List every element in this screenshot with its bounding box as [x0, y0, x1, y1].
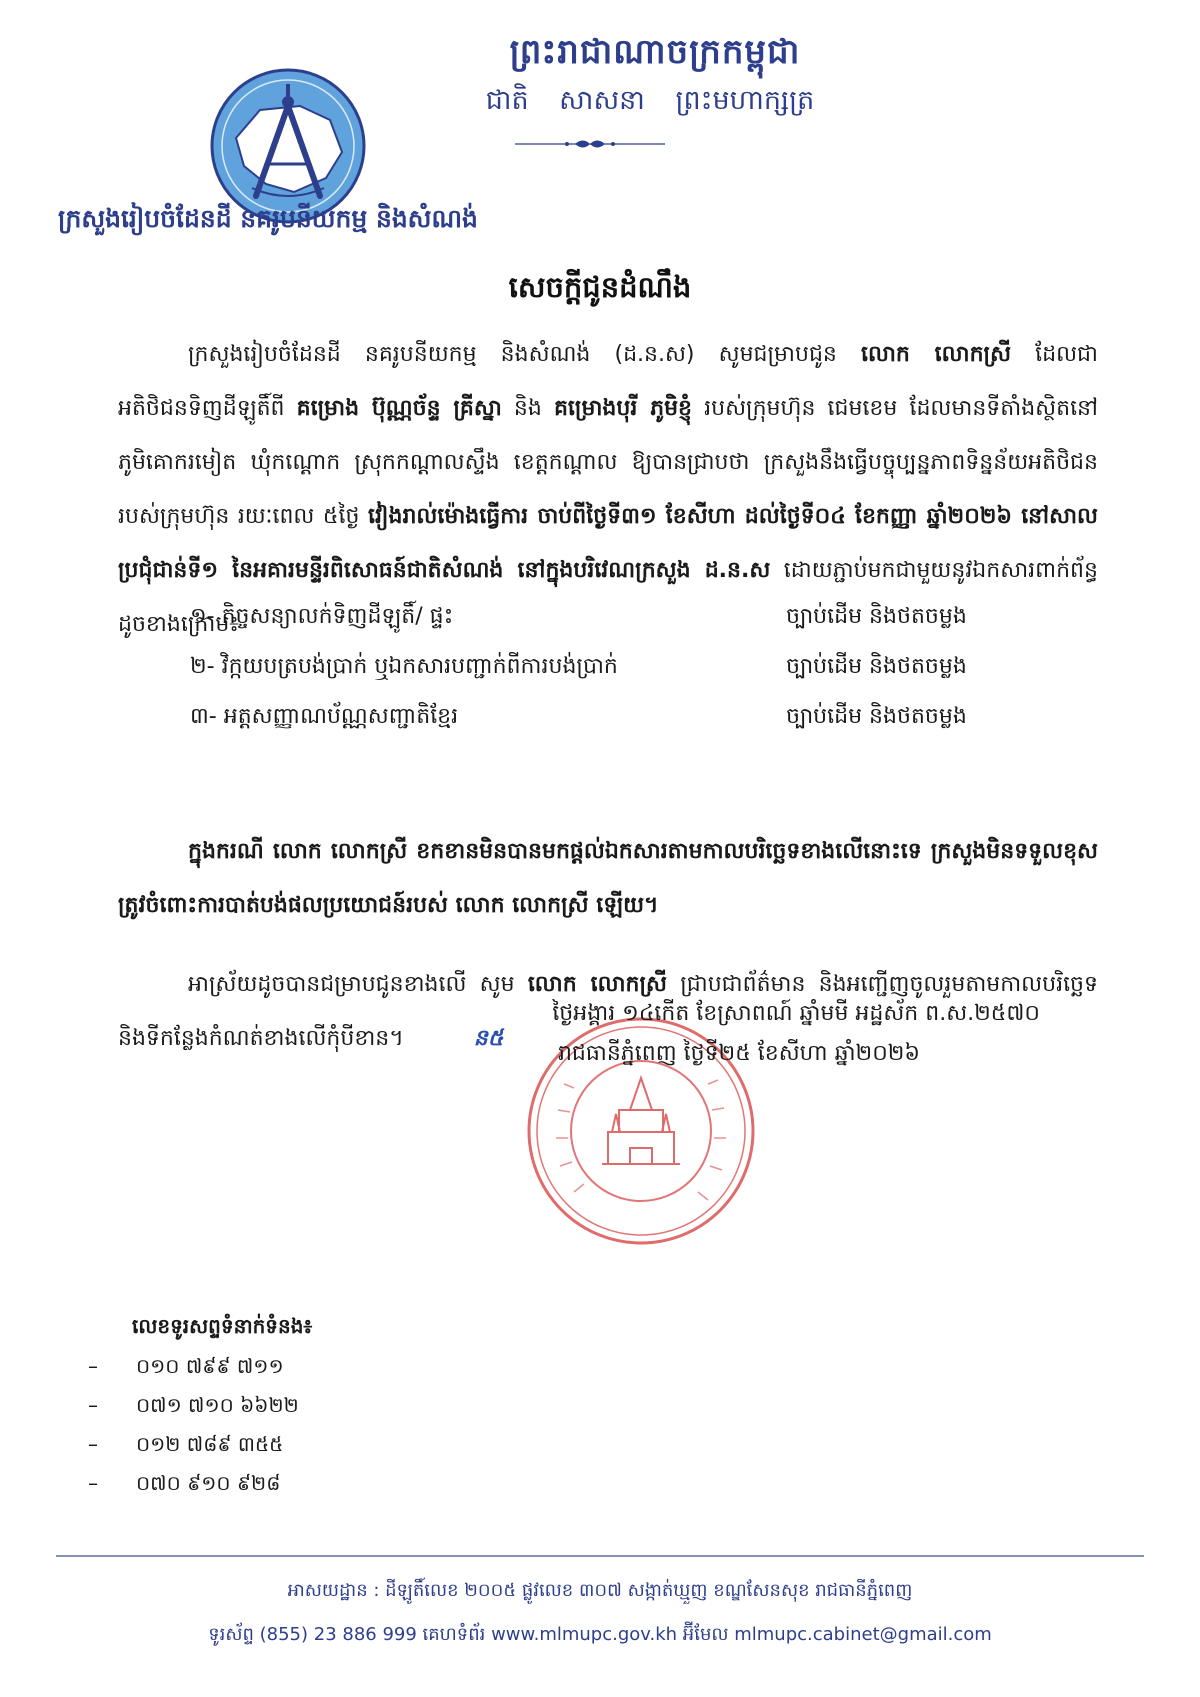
document-status: ច្បាប់ដើម និងថតចម្លង — [786, 704, 967, 729]
document-item — [190, 690, 1010, 744]
addressee: លោក លោកស្រី — [861, 342, 1012, 367]
text: ដែលជាអតិថិជនទិញដីឡូតិ៍ពី — [118, 342, 1098, 421]
solar-date: រាជធានីភ្នំពេញ ថ្ងៃទី២៥ ខែសីហា ឆ្នាំ២០២៦ — [557, 1041, 920, 1066]
divider-ornament-icon — [515, 136, 665, 150]
phone-item — [88, 1353, 284, 1383]
schedule-location: វៀងរាល់ម៉ោងធ្វើការ ចាប់ពីថ្ងៃទី៣១ ខែសីហា ដល់ថ្ងៃទី០៤ ខែកញ្ញា ឆ្នាំ២០២៦ នៅសាលប្រជុំជាន់ទី១ នៃអគារមន្ទីរពិសោធន៍ជាតិសំណង់ នៅក្នុងបរិវេណក្រសួង ដ.ន.ស — [118, 504, 1098, 583]
list-dash: – — [88, 1354, 98, 1378]
document-status: ច្បាប់ដើម និងថតចម្លង — [786, 604, 967, 629]
phone-number: ០៧០ ៩១០ ៩២៨ — [136, 1471, 281, 1495]
handwritten-mark: ន៥ — [473, 1026, 504, 1051]
ministry-name: ក្រសួងរៀបចំដែនដី នគរូបនីយកម្ម និងសំណង់ — [58, 204, 478, 233]
phone-number: ០១០ ៧៩៩ ៧១១ — [136, 1354, 284, 1378]
phone-item — [88, 1392, 299, 1422]
document-label: ១- កិច្ចសន្យាលក់ទិញដីឡូតិ៍/ ផ្ទះ — [190, 604, 454, 629]
project-name: គម្រោងបុរី ភូមិខ្ញុំ — [553, 396, 693, 421]
kingdom-title: ព្រះរាជាណាចក្រកម្ពុជា — [509, 32, 801, 72]
footer-divider — [56, 1555, 1144, 1557]
contacts-heading: លេខទូរសព្ទទំនាក់ទំនង៖ — [132, 1314, 313, 1338]
compass-map-emblem-icon — [208, 66, 368, 226]
list-dash: – — [88, 1471, 98, 1495]
warning-paragraph: ក្នុងករណី លោក លោកស្រី ខកខានមិនបានមកផ្ដល់ឯកសារតាមកាលបរិច្ឆេទខាងលើនោះទេ ក្រសួងមិនទទួលខុសត្រូវចំពោះការបាត់បង់ផលប្រយោជន៍របស់ លោក លោកស្រី ឡើយ។ — [118, 839, 1098, 918]
text: និង — [501, 396, 554, 421]
text: ជ្រាបជាព័ត៌មាន និងអញ្ជើញចូលរួមតាមកាលបរិច្ឆេទ និងទីកន្លែងកំណត់ខាងលើកុំបីខាន។ — [118, 972, 1098, 1051]
document-label: ២- វិក្កយបត្របង់ប្រាក់ ឬឯកសារបញ្ជាក់ពីការបង់ប្រាក់ — [190, 654, 618, 679]
footer-address: អាសយដ្ឋាន : ដីឡូតិ៍លេខ ២០០៥ ផ្លូវលេខ ៣០៧ សង្កាត់ឃ្មួញ ខណ្ឌសែនសុខ រាជធានីភ្នំពេញ — [287, 1580, 913, 1601]
ministry-logo — [208, 66, 368, 226]
text: របស់ក្រុមហ៊ុន ជេមខេម ដែលមានទីតាំងស្ថិតនៅភូមិគោករមៀត ឃុំកណ្ដោក ស្រុកកណ្ដាលស្ទឹង ខេត្តកណ្ដាល ឱ្យបានជ្រាបថា ក្រសួងនឹងធ្វើបច្ចុប្បន្នភាពទិន្នន័យអតិថិជនរបស់ក្រុមហ៊ុន រយៈពេល ៥ថ្ងៃ — [118, 396, 1098, 529]
document-status: ច្បាប់ដើម និងថតចម្លង — [786, 654, 967, 679]
phone-number: ០៧១ ៧១០ ៦៦២២ — [136, 1393, 299, 1417]
phone-item — [88, 1431, 283, 1461]
document-title: សេចក្ដីជូនដំណឹង — [508, 270, 692, 304]
document-item — [190, 590, 1010, 644]
text: ដោយភ្ជាប់មកជាមួយនូវឯកសារពាក់ព័ន្ធដូចខាងក្រោម៖ — [118, 558, 1098, 637]
project-name: គម្រោង ប៊ុណ្ណច័ន្ទ គ្រីស្នា — [296, 396, 502, 421]
text: អាស្រ័យដូចបានជម្រាបជូនខាងលើ សូម — [188, 972, 528, 997]
list-dash: – — [88, 1393, 98, 1417]
list-dash: – — [88, 1432, 98, 1456]
addressee: លោក លោកស្រី — [527, 972, 667, 997]
text: ក្រសួងរៀបចំដែនដី នគរូបនីយកម្ម និងសំណង់ (ដ.ន.ស) សូមជម្រាបជូន — [188, 342, 862, 367]
document-label: ៣- អត្តសញ្ញាណប័ណ្ណសញ្ជាតិខ្មែរ — [190, 704, 459, 729]
phone-number: ០១២ ៧៨៩ ៣៥៥ — [136, 1432, 284, 1456]
lunar-date: ថ្ងៃអង្គារ ១៤កើត ខែស្រាពណ៍ ឆ្នាំមមី អដ្ឋស័ក ព.ស.២៥៧០ — [552, 1001, 1040, 1026]
document-item — [190, 640, 1010, 694]
phone-item — [88, 1470, 280, 1500]
national-motto: ជាតិ សាសនា ព្រះមហាក្សត្រ — [485, 85, 815, 116]
footer-contact: ទូរស័ព្ទ (855) 23 886 999 គេហទំព័រ www.mlmupc.gov.kh អ៊ីមែល mlmupc.cabinet@gmail.com — [208, 1624, 992, 1645]
